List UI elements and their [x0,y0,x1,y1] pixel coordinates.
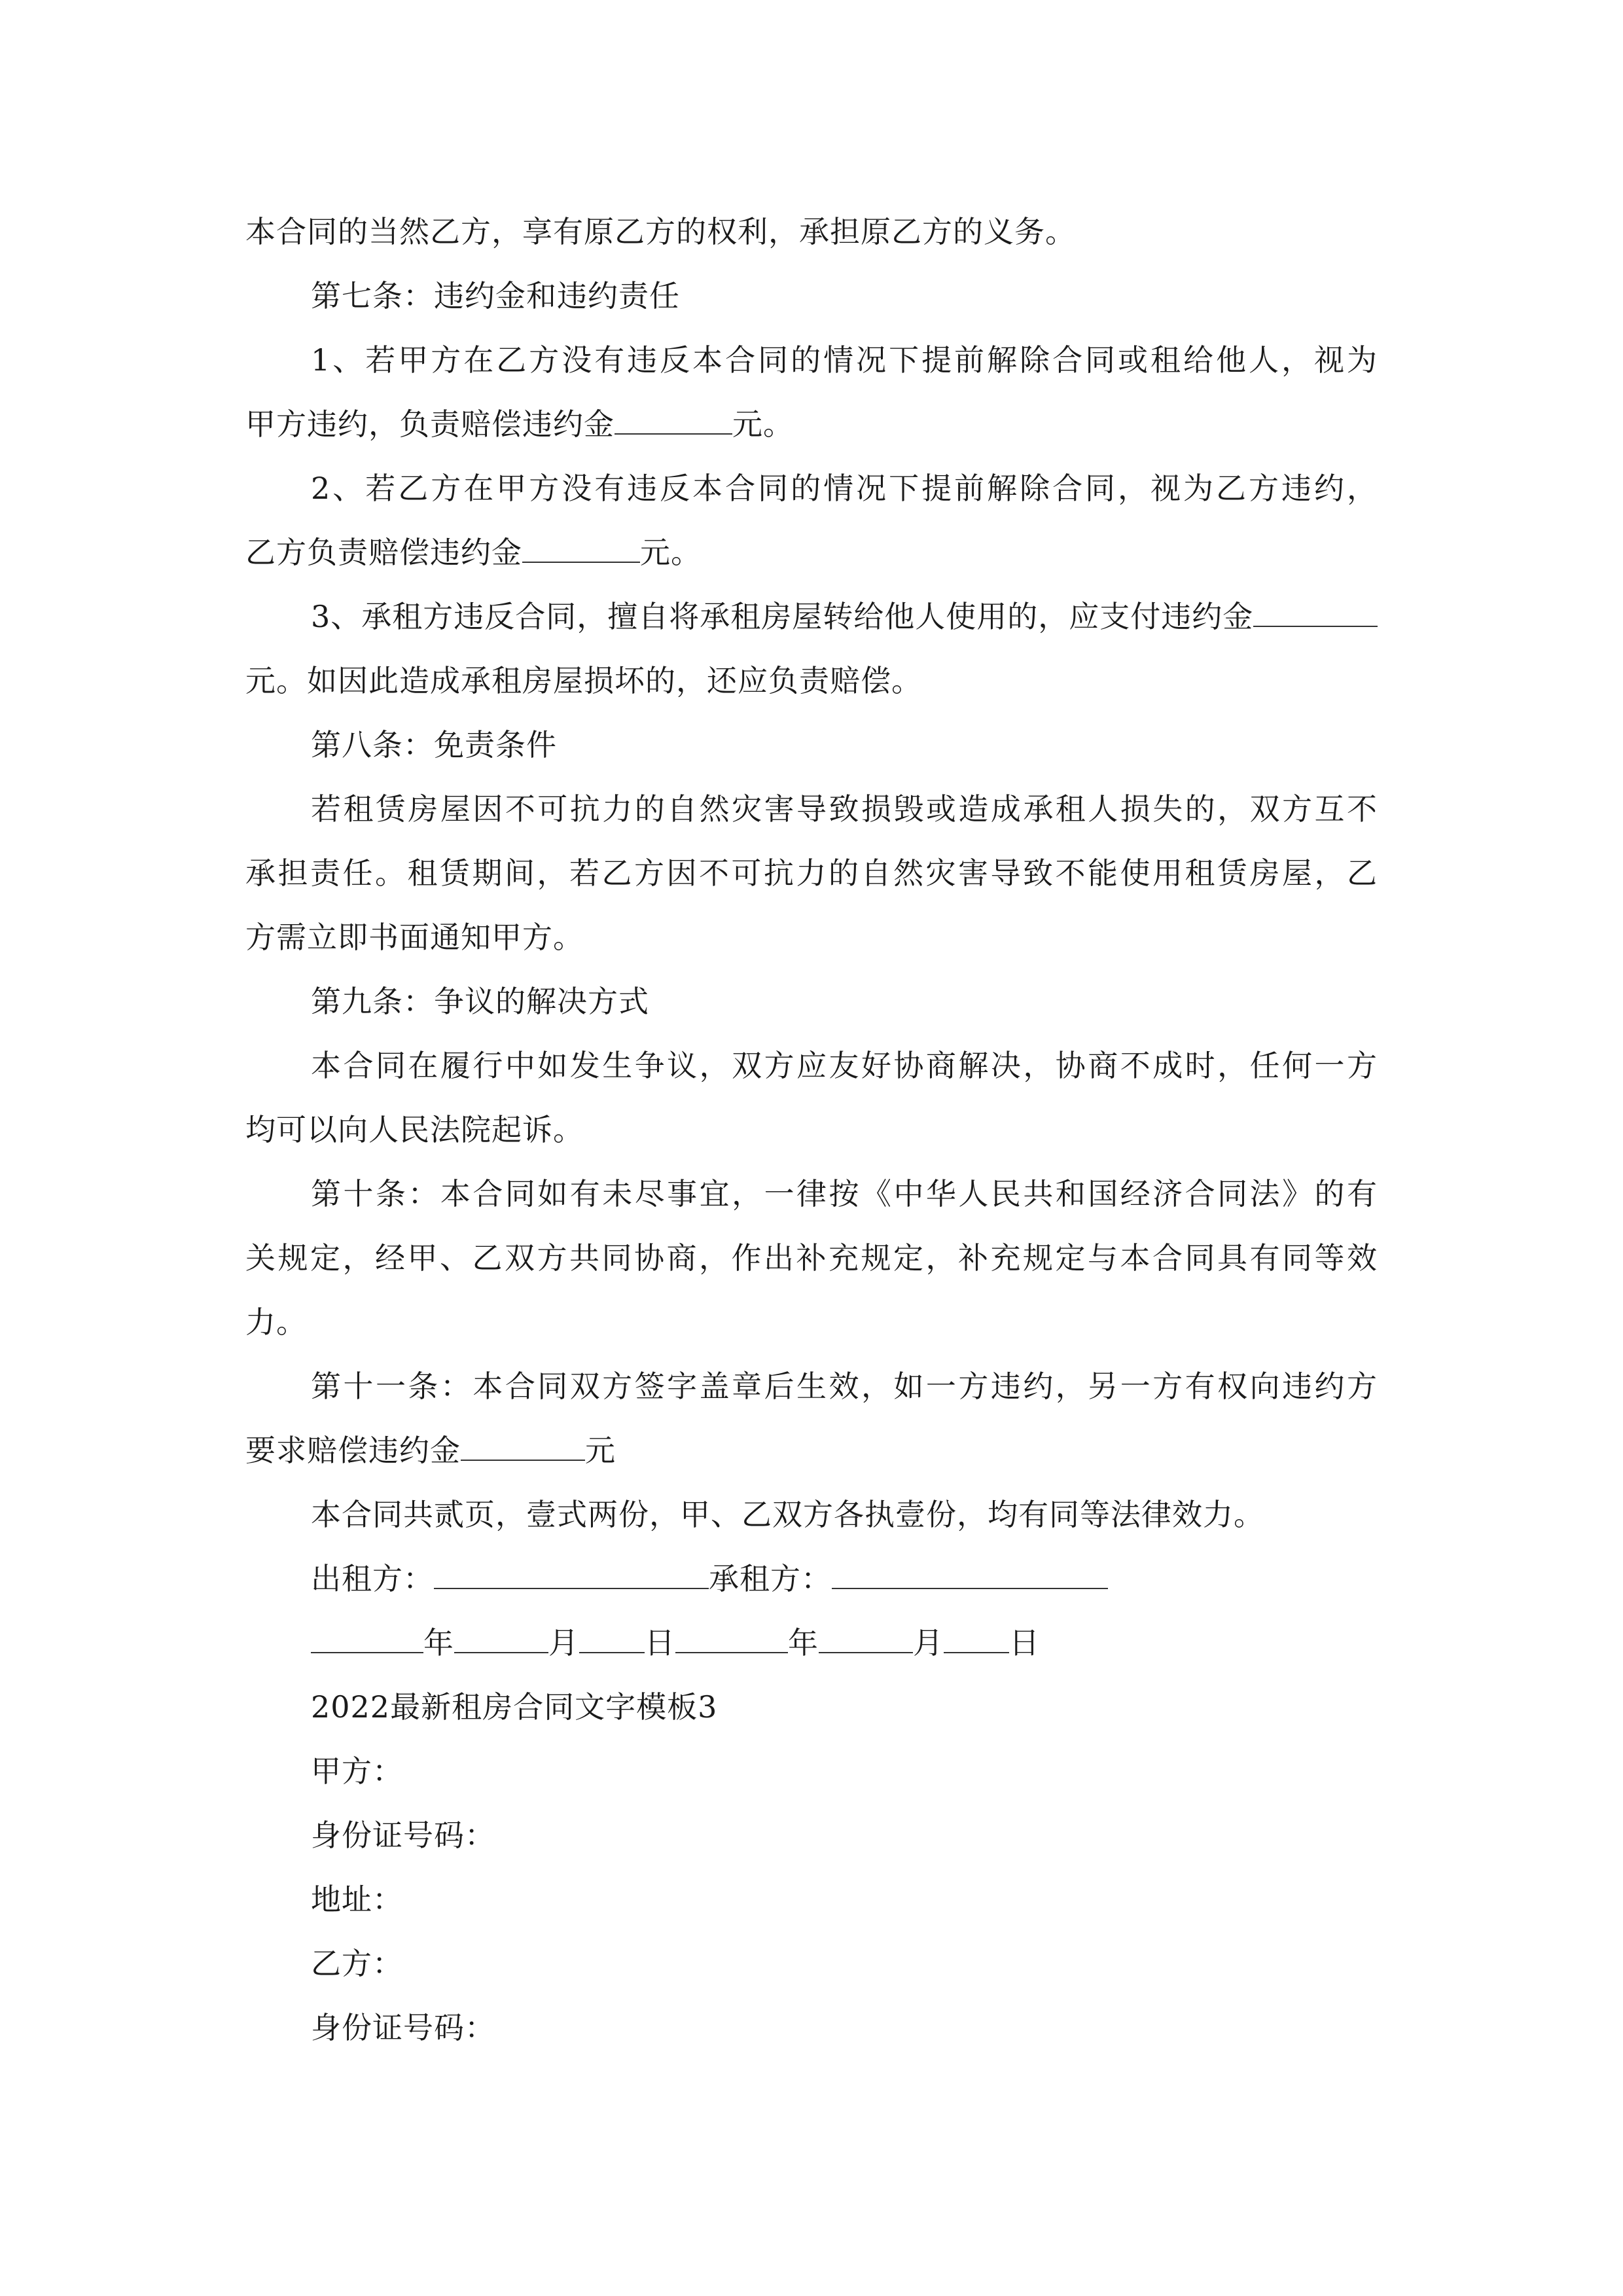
text-line: 1、若甲方在乙方没有违反本合同的情况下提前解除合同或租给他人，视为 [311,342,1378,378]
year-blank[interactable] [311,1623,423,1653]
paragraph-line [245,1162,1378,1226]
text-line: 3、承租方违反合同，擅自将承租房屋转给他人使用的，应支付违约金 [311,599,1254,634]
text-line: 元。如因此造成承租房屋损坏的，还应负责赔偿。 [245,663,922,698]
text-line: 均可以向人民法院起诉。 [245,1112,584,1147]
lessor-signature-blank[interactable] [434,1559,709,1589]
heading-article-8: 第八条：免责条件 [311,727,557,762]
text-line: 承担责任。租赁期间，若乙方因不可抗力的自然灾害导致不能使用租赁房屋，乙 [245,855,1378,891]
party-b-label: 乙方： [311,1946,403,1981]
paragraph-line [245,584,1378,649]
text-line: 要求赔偿违约金 [245,1433,461,1468]
text-line: 第十一条：本合同双方签字盖章后生效，如一方违约，另一方有权向违约方 [311,1369,1378,1404]
fill-blank[interactable] [615,404,732,435]
paragraph-line [245,328,1378,392]
paragraph-line [245,1418,1378,1482]
paragraph-line [245,649,1378,713]
paragraph-line [245,777,1378,841]
paragraph-line [245,392,1378,456]
template-title: 2022最新租房合同文字模板3 [311,1689,718,1725]
text-line: 元 [585,1433,616,1468]
field-line [245,1931,1378,1996]
paragraph-line [245,841,1378,905]
address-label: 地址： [311,1882,403,1917]
month-blank[interactable] [819,1623,913,1653]
text-line: 本合同的当然乙方，享有原乙方的权利，承担原乙方的义务。 [245,214,1076,249]
field-line [245,1739,1378,1803]
paragraph-line [245,1098,1378,1162]
text-line: 本合同共贰页，壹式两份，甲、乙双方各执壹份，均有同等法律效力。 [311,1497,1264,1532]
text-line: 方需立即书面通知甲方。 [245,920,584,955]
field-line [245,1803,1378,1867]
paragraph-line [245,905,1378,969]
day-blank[interactable] [944,1623,1009,1653]
field-line [245,1996,1378,2060]
paragraph-line [245,1290,1378,1354]
heading-article-7: 第七条：违约金和违约责任 [311,278,680,314]
id-number-label: 身份证号码： [311,1818,495,1853]
fill-blank[interactable] [1253,597,1378,627]
text-line: 第十条：本合同如有未尽事宜，一律按《中华人民共和国经济合同法》的有 [311,1176,1378,1211]
heading-article-9: 第九条：争议的解决方式 [311,984,649,1019]
article-heading [245,969,1378,1033]
paragraph-line [245,456,1378,520]
text-line: 元。 [732,406,794,442]
paragraph-line [245,1354,1378,1418]
lessee-label: 承租方： [709,1561,832,1596]
month-blank[interactable] [454,1623,548,1653]
text-line: 本合同在履行中如发生争议，双方应友好协商解决，协商不成时，任何一方 [311,1048,1378,1083]
party-a-label: 甲方： [311,1753,403,1789]
month-label: 月 [913,1625,944,1660]
day-label: 日 [645,1625,675,1660]
date-line [245,1611,1378,1675]
year-label: 年 [788,1625,819,1660]
month-label: 月 [548,1625,579,1660]
lessee-signature-blank[interactable] [832,1559,1108,1589]
day-label: 日 [1009,1625,1040,1660]
contract-body [245,200,1378,2060]
paragraph-line [245,520,1378,584]
paragraph-line [245,1226,1378,1290]
year-label: 年 [423,1625,454,1660]
paragraph-line [245,1033,1378,1098]
text-line: 力。 [245,1304,307,1340]
section-title [245,1675,1378,1739]
fill-blank[interactable] [461,1431,585,1461]
text-line: 元。 [640,535,702,570]
id-number-label: 身份证号码： [311,2010,495,2045]
field-line [245,1867,1378,1931]
day-blank[interactable] [579,1623,645,1653]
text-line: 关规定，经甲、乙双方共同协商，作出补充规定，补充规定与本合同具有同等效 [245,1240,1378,1276]
signature-line [245,1547,1378,1611]
lessor-label: 出租方： [311,1561,434,1596]
year-blank[interactable] [675,1623,788,1653]
paragraph-line [245,1482,1378,1547]
text-line: 甲方违约，负责赔偿违约金 [245,406,615,442]
article-heading [245,713,1378,777]
text-line: 若租赁房屋因不可抗力的自然灾害导致损毁或造成承租人损失的，双方互不 [311,791,1378,827]
fill-blank[interactable] [522,533,640,563]
article-heading [245,264,1378,328]
paragraph-line [245,200,1378,264]
text-line: 2、若乙方在甲方没有违反本合同的情况下提前解除合同，视为乙方违约， [311,471,1378,506]
text-line: 乙方负责赔偿违约金 [245,535,522,570]
